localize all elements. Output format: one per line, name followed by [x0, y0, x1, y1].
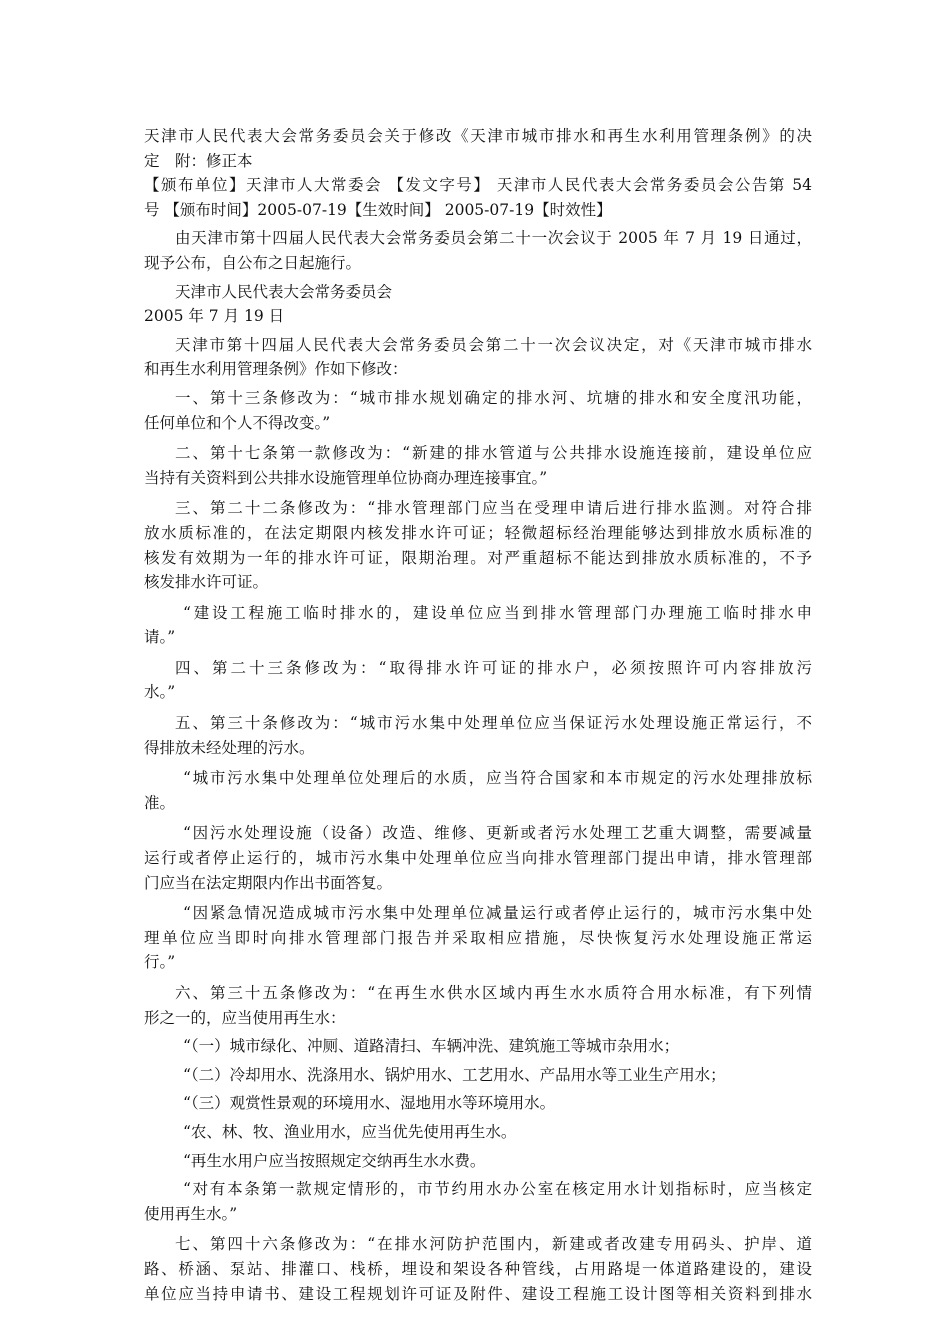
paragraph-17-line-2: 使用再生水。”: [144, 1204, 238, 1223]
paragraph-4-line-4: 核发排水许可证。: [144, 573, 269, 592]
paragraph-1-line-1: 天津市第十四届人民代表大会常务委员会第二十一次会议决定，对《天津市城市排水: [175, 335, 812, 354]
title-line-2: 定 附：修正本: [144, 151, 253, 170]
paragraph-18-line-2: 路、桥涵、泵站、排灌口、栈桥，埋设和架设各种管线，占用路堤一体道路建设的，建设: [144, 1259, 812, 1278]
paragraph-9-line-2: 运行或者停止运行的，城市污水集中处理单位应当向排水管理部门提出申请，排水管理部: [144, 849, 812, 868]
metadata-line-1: 【颁布单位】天津市人大常委会 【发文字号】 天津市人民代表大会常务委员会公告第 54: [144, 176, 812, 195]
paragraph-18-line-3: 单位应当持申请书、建设工程规划许可证及附件、建设工程施工设计图等相关资料到排水: [144, 1284, 812, 1303]
paragraph-5-line-1: “建设工程施工临时排水的，建设单位应当到排水管理部门办理施工临时排水申: [183, 603, 812, 622]
issue-date: 2005 年 7 月 19 日: [144, 307, 285, 326]
paragraph-11-line-1: 六、第三十五条修改为：“在再生水供水区域内再生水水质符合用水标准，有下列情: [175, 984, 812, 1002]
paragraph-18-line-1: 七、第四十六条修改为：“在排水河防护范围内，新建或者改建专用码头、护岸、道: [175, 1235, 812, 1254]
paragraph-1-line-2: 和再生水利用管理条例》作如下修改：: [144, 360, 408, 379]
announcement-line-2: 现予公布，自公布之日起施行。: [144, 253, 362, 272]
paragraph-10-line-1: “因紧急情况造成城市污水集中处理单位减量运行或者停止运行的，城市污水集中处: [183, 904, 812, 923]
paragraph-15: “农、林、牧、渔业用水，应当优先使用再生水。: [183, 1122, 517, 1141]
paragraph-6-line-1: 四、第二十三条修改为：“取得排水许可证的排水户，必须按照许可内容排放污: [175, 658, 812, 677]
paragraph-8-line-2: 准。: [144, 793, 176, 812]
paragraph-4-line-3: 核发有效期为一年的排水许可证，限期治理。对严重超标不能达到排放水质标准的，不予: [144, 548, 812, 567]
paragraph-7-line-1: 五、第三十条修改为：“城市污水集中处理单位应当保证污水处理设施正常运行，不: [175, 714, 812, 733]
paragraph-6-line-2: 水。”: [144, 683, 176, 702]
paragraph-7-line-2: 得排放未经处理的污水。: [144, 738, 315, 757]
paragraph-2-line-1: 一、第十三条修改为：“城市排水规划确定的排水河、坑塘的排水和安全度汛功能，: [175, 388, 812, 407]
document-page: [144, 124, 812, 1306]
paragraph-3-line-1: 二、第十七条第一款修改为：“新建的排水管道与公共排水设施连接前，建设单位应: [175, 444, 812, 463]
metadata-line-2: 号 【颁布时间】2005-07-19【生效时间】 2005-07-19【时效性】: [144, 200, 612, 219]
paragraph-13: “（二）冷却用水、洗涤用水、锅炉用水、工艺用水、产品用水等工业生产用水；: [183, 1065, 726, 1084]
paragraph-9-line-1: “因污水处理设施（设备）改造、维修、更新或者污水处理工艺重大调整，需要减量: [183, 824, 812, 843]
issuer: 天津市人民代表大会常务委员会: [175, 282, 393, 301]
paragraph-17-line-1: “对有本条第一款规定情形的，市节约用水办公室在核定用水计划指标时，应当核定: [183, 1180, 812, 1199]
paragraph-10-line-3: 行。”: [144, 953, 176, 972]
paragraph-14: “（三）观赏性景观的环境用水、湿地用水等环境用水。: [183, 1094, 556, 1113]
paragraph-16: “再生水用户应当按照规定交纳再生水水费。: [183, 1151, 486, 1170]
title-line-1: 天津市人民代表大会常务委员会关于修改《天津市城市排水和再生水利用管理条例》的决: [144, 127, 812, 145]
paragraph-3-line-2: 当持有关资料到公共排水设施管理单位协商办理连接事宜。”: [144, 468, 548, 487]
paragraph-8-line-1: “城市污水集中处理单位处理后的水质，应当符合国家和本市规定的污水处理排放标: [183, 769, 812, 788]
paragraph-5-line-2: 请。”: [144, 628, 176, 647]
announcement-line-1: 由天津市第十四届人民代表大会常务委员会第二十一次会议于 2005 年 7 月 19 日通过，: [175, 229, 812, 248]
paragraph-11-line-2: 形之一的，应当使用再生水：: [144, 1008, 346, 1027]
paragraph-12: “（一）城市绿化、冲厕、道路清扫、车辆冲洗、建筑施工等城市杂用水；: [183, 1037, 680, 1056]
paragraph-10-line-2: 理单位应当即时向排水管理部门报告并采取相应措施，尽快恢复污水处理设施正常运: [144, 928, 812, 947]
paragraph-4-line-2: 放水质标准的，在法定期限内核发排水许可证；轻微超标经治理能够达到排放水质标准的: [144, 523, 812, 542]
paragraph-9-line-3: 门应当在法定期限内作出书面答复。: [144, 873, 393, 892]
paragraph-2-line-2: 任何单位和个人不得改变。”: [144, 413, 331, 432]
paragraph-4-line-1: 三、第二十二条修改为：“排水管理部门应当在受理申请后进行排水监测。对符合排: [175, 499, 812, 518]
